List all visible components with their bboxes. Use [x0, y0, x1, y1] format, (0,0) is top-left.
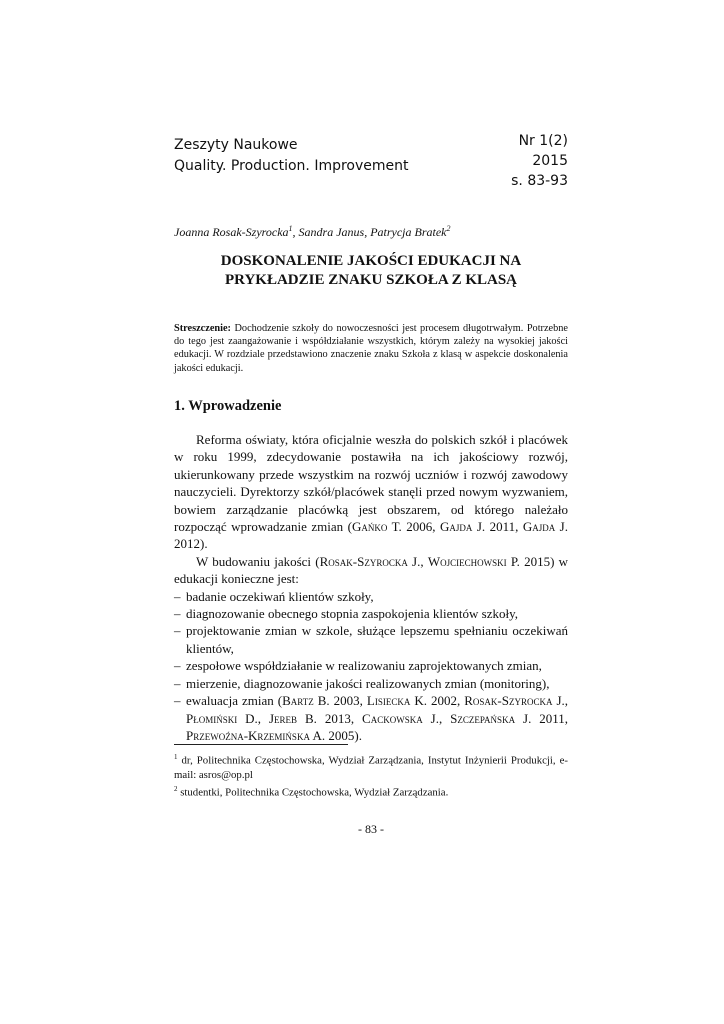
citation: Płomiński: [186, 710, 238, 726]
citation-detail: K. 2002,: [410, 693, 465, 709]
citation-detail: J. 2012).: [174, 519, 568, 552]
list-item-text: projektowanie zmian w szkole, służące lepszemu spełnianiu oczekiwań klientów,: [186, 623, 568, 656]
citation: Jereb: [269, 710, 298, 726]
title-line-2: PRYKŁADZIE ZNAKU SZKOŁA Z KLASĄ: [224, 272, 518, 288]
citation: Szczepańska: [450, 710, 516, 726]
citation: Rosak-Szyrocka: [464, 693, 553, 709]
journal-header: [174, 131, 568, 187]
footnote-ref-2: 2: [446, 224, 451, 233]
dash-bullet: –: [174, 693, 181, 709]
citation: Gańko: [351, 519, 388, 535]
journal-title-block: [174, 135, 409, 177]
citation-detail: A. 2005).: [309, 727, 362, 743]
journal-subtitle: Quality. Production. Improvement: [174, 158, 409, 174]
list-item: [174, 692, 568, 744]
citation-detail: B. 2013,: [297, 710, 363, 726]
citation-detail: D.,: [237, 710, 269, 726]
dash-bullet: –: [174, 606, 181, 622]
footnote-2-mark: 2: [174, 784, 178, 793]
citation-detail: J.,: [552, 693, 569, 709]
footnote-1-mark: 1: [174, 753, 178, 761]
author-1: Joanna Rosak-Szyrocka: [174, 225, 289, 239]
citation-detail: J.,: [422, 710, 451, 726]
list-item-text: zespołowe współdziałanie w realizowaniu zaprojektowanych zmian,: [186, 658, 542, 674]
list-item-text: diagnozowanie obecnego stopnia zaspokojenia klientów szkoły,: [186, 606, 519, 622]
citation: Bartz: [282, 693, 314, 709]
citation: Przewoźna-Krzemińska: [186, 727, 310, 743]
section-heading: 1. Wprowadzenie: [174, 398, 282, 414]
citation: Wojciechowski: [427, 553, 507, 569]
list-item: [174, 588, 568, 605]
list-item-text: mierzenie, diagnozowanie jakości realizowanych zmian (monitoring),: [186, 675, 550, 691]
paper-title: [174, 252, 568, 290]
footnote-1: [174, 750, 568, 782]
issue-info: [511, 131, 568, 191]
footnote-1-text: dr, Politechnika Częstochowska, Wydział Zarządzania, Instytut Inżynierii Produkcji, e-mail: asros@op.pl: [174, 754, 568, 781]
citation-detail: P. 2015) w edukacji konieczne jest:: [174, 553, 568, 587]
list-item: [174, 605, 568, 622]
citation: Gajda: [522, 519, 556, 535]
footnote-ref-1: 1: [288, 224, 293, 233]
paragraph-1: [174, 431, 568, 553]
citation-detail: T. 2006,: [387, 519, 440, 535]
footnote-divider: [174, 744, 348, 745]
citation: Lisiecka: [366, 693, 411, 709]
dash-bullet: –: [174, 588, 181, 604]
footnote-2-text: studentki, Politechnika Częstochowska, Wydział Zarządzania.: [177, 786, 449, 799]
footnote-2: [174, 782, 568, 800]
citation-detail: J.,: [407, 553, 428, 569]
citation-detail: J. 2011,: [472, 519, 523, 535]
list-item-text: badanie oczekiwań klientów szkoły,: [186, 588, 374, 604]
list-item: [174, 657, 568, 674]
paragraph-1-text: Reforma oświaty, która oficjalnie weszła do polskich szkół i placówek w roku 1999, zdecydowanie postawiła na ich jakościowy rozwój, ukierunkowany przede wszystkim na rozwój uczniów i rozwój zawodowy nauczycieli. Dyrektorzy szkół/placówek stanęli przed nowym wyzwaniem, bowiem zarządzanie placówką jest obszarem, od którego należało rozpocząć wprowadzanie zmian (: [174, 432, 568, 535]
page-number: - 83 -: [358, 822, 384, 836]
citation-detail: J. 2011,: [515, 710, 569, 726]
dash-bullet: –: [174, 658, 181, 674]
journal-name: Zeszyty Naukowe: [174, 137, 298, 153]
issue-year: 2015: [532, 153, 568, 169]
abstract-label: Streszczenie:: [174, 323, 231, 334]
citation: Cackowska: [362, 710, 423, 726]
dash-bullet: –: [174, 675, 181, 691]
abstract: [174, 322, 568, 375]
author-line: [174, 224, 451, 240]
title-line-1: DOSKONALENIE JAKOŚCI EDUKACJI NA: [220, 253, 522, 269]
footnotes: [174, 750, 568, 799]
paragraph-2: [174, 553, 568, 588]
paragraph-2-text: W budowaniu jakości (: [196, 553, 320, 569]
dash-bullet: –: [174, 623, 181, 639]
citation: Gajda: [439, 519, 473, 535]
citation: Rosak-Szyrocka: [319, 553, 408, 569]
issue-pages: s. 83-93: [511, 173, 568, 189]
list-item-text: ewaluacja zmian (: [186, 693, 283, 709]
list-item: [174, 675, 568, 692]
abstract-text: Dochodzenie szkoły do nowoczesności jest procesem długotrwałym. Potrzebne do tego jest zaangażowanie i współdziałanie wszystkich, którym zależy na wysokiej jakości edukacji. W rozdziale przedstawiono znaczenie znaku Szkoła z klasą w aspekcie doskonalenia jakości edukacji.: [174, 323, 568, 374]
citation-detail: B. 2003,: [313, 693, 367, 709]
requirements-list: [174, 588, 568, 745]
list-item: [174, 622, 568, 657]
body-text: [174, 431, 568, 744]
authors-rest: , Sandra Janus, Patrycja Bratek: [292, 225, 447, 239]
issue-number: Nr 1(2): [518, 133, 568, 149]
